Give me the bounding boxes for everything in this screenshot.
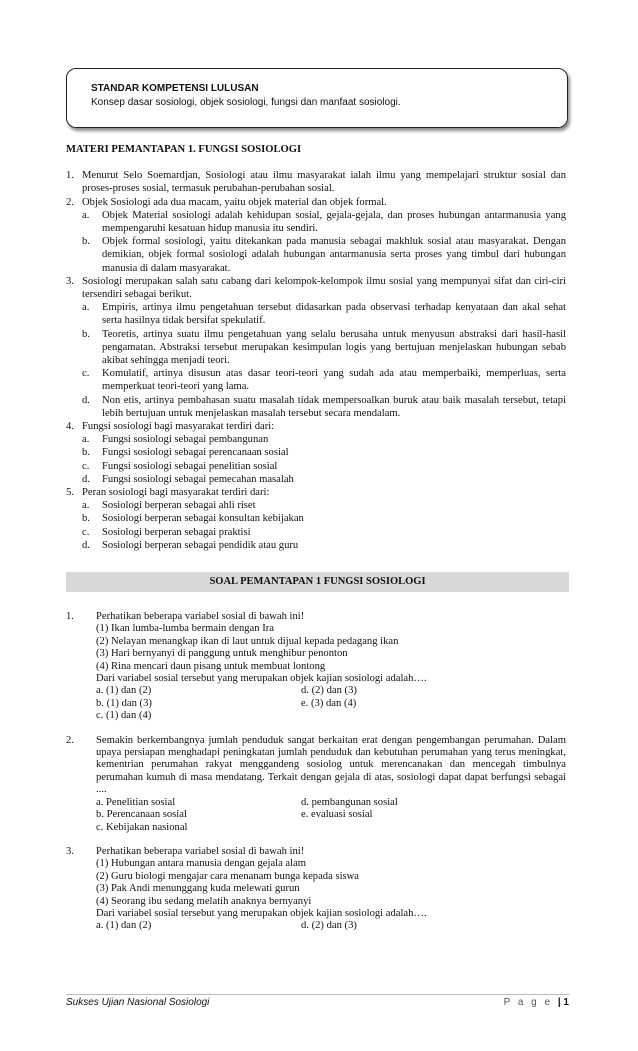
answer-option: c. Kebijakan nasional <box>96 821 188 833</box>
materi-subitem-text: Empiris, artinya ilmu pengetahuan tersebut didasarkan pada observasi terhadap kenyataan dan akal sehat serta hasilnya tidak bersifat spekulatif. <box>102 302 566 327</box>
materi-subitem <box>82 539 566 552</box>
materi-subitem-text: Teoretis, artinya suatu ilmu pengetahuan yang selalu berusaha untuk menyusun abstraksi dari hasil-hasil pengamatan. Abstraksi tersebut merupakan kesimpulan logis yang bertujuan menjelaskan hubungan sebab akibat sehingga menjadi teori. <box>102 328 566 367</box>
materi-subitem <box>82 512 566 525</box>
materi-subitem-letter: c. <box>82 526 90 538</box>
materi-subitem <box>82 446 566 459</box>
question-variable: (1) Hubungan antara manusia dengan gejala alam <box>96 858 307 870</box>
materi-subitem <box>82 526 566 539</box>
materi-subitem <box>82 394 566 420</box>
footer-title: Sukses Ujian Nasional Sosiologi <box>66 997 210 1008</box>
question-number: 3. <box>66 845 74 857</box>
materi-subitem-text: Fungsi sosiologi sebagai perencanaan sosial <box>102 447 289 459</box>
materi-subitem-text: Komulatif, artinya disusun atas dasar teori-teori yang sudah ada atau memperbaiki, memperluas, serta memperkuat teori-teori yang lama. <box>102 368 566 393</box>
question-number: 1. <box>66 611 74 622</box>
materi-subitem <box>82 328 566 368</box>
page-label: P a g e <box>503 997 553 1008</box>
materi-item-number: 1. <box>66 170 74 182</box>
materi-sublist <box>75 499 566 552</box>
question-text: Perhatikan beberapa variabel sosial di bawah ini! <box>96 845 305 857</box>
materi-subitem-letter: a. <box>82 434 90 446</box>
materi-subitem <box>82 473 566 486</box>
answer-options <box>96 797 566 834</box>
materi-item <box>66 275 566 301</box>
question-variable: (3) Pak Andi menunggang kuda melewati gurun <box>96 883 300 895</box>
materi-subitem-letter: d. <box>82 539 90 551</box>
question <box>66 611 566 723</box>
question-text: Semakin berkembangnya jumlah penduduk sangat berkaitan erat dengan pengembangan perumahan. Dalam upaya persiapan menghadapi peningkatan jumlah penduduk dan kebutuhan perumahan yang terus meningkat, kementrian perumahan rakyat menggandeng sosiolog untuk merencanakan dan mencegah timbulnya perumahan kumuh di masa mendatang. Terkait dengan gejala di atas, sosiologi dapat dapat berfungsi sebagai .... <box>96 734 566 796</box>
materi-subitem-letter: d. <box>82 394 90 406</box>
materi-item-text: Sosiologi merupakan salah satu cabang dari kelompok-kelompok ilmu sosial yang mempunyai sifat dan ciri-ciri tersendiri sebagai berikut. <box>82 275 566 301</box>
question-prompt: Dari variabel sosial tersebut yang merupakan objek kajian sosiologi adalah…. <box>96 907 427 919</box>
materi-subitem-text: Sosiologi berperan sebagai konsultan kebijakan <box>102 513 304 525</box>
materi-subitem-letter: c. <box>82 368 90 380</box>
answer-options <box>96 920 566 932</box>
question-variable: (4) Rina mencari daun pisang untuk membuat lontong <box>96 660 326 672</box>
materi-item-number: 2. <box>66 196 74 208</box>
question-variable: (1) Ikan lumba-lumba bermain dengan Ira <box>96 623 274 635</box>
materi-item-number: 5. <box>66 487 74 499</box>
materi-subitem-text: Fungsi sosiologi sebagai penelitian sosial <box>102 460 278 472</box>
materi-item <box>66 169 566 195</box>
page-footer <box>66 994 569 1008</box>
answer-option: b. (1) dan (3) <box>96 697 152 709</box>
materi-subitem-letter: b. <box>82 236 90 248</box>
materi-subitem-letter: d. <box>82 473 90 485</box>
materi-list <box>66 169 566 552</box>
materi-subitem-letter: c. <box>82 460 90 472</box>
answer-option: c. (1) dan (4) <box>96 710 152 722</box>
answer-option: d. (2) dan (3) <box>301 685 357 697</box>
answer-options <box>96 685 566 722</box>
question-body <box>96 846 566 933</box>
materi-subitem-letter: a. <box>82 302 90 314</box>
soal-list <box>66 611 566 945</box>
question-body <box>96 735 566 834</box>
answer-option: d. pembangunan sosial <box>301 796 398 808</box>
materi-subitem-text: Objek Material sosiologi adalah kehidupan sosial, gejala-gejala, dan proses hubungan antarmanusia yang mempengaruhi kesatuan hidup manusia itu sendiri. <box>102 209 566 235</box>
materi-subitem <box>82 433 566 446</box>
answer-option: d. (2) dan (3) <box>301 920 357 932</box>
competency-box <box>66 68 568 128</box>
materi-subitem <box>82 209 566 235</box>
materi-subitem-letter: b. <box>82 513 90 525</box>
materi-subitem <box>82 235 566 275</box>
question-prompt: Dari variabel sosial tersebut yang merupakan objek kajian sosiologi adalah…. <box>96 673 427 685</box>
materi-item-text: Fungsi sosiologi bagi masyarakat terdiri dari: <box>82 421 275 433</box>
materi-item <box>66 420 566 433</box>
answer-option: e. (3) dan (4) <box>301 697 357 709</box>
answer-option: b. Perencanaan sosial <box>96 809 187 821</box>
materi-item-number: 3. <box>66 275 74 287</box>
question-number: 2. <box>66 734 74 746</box>
question-variable: (2) Guru biologi mengajar cara menanam bunga kepada siswa <box>96 870 359 882</box>
materi-sublist <box>75 301 566 420</box>
answer-option <box>301 710 566 722</box>
materi-subitem <box>82 301 566 327</box>
materi-item <box>66 196 566 209</box>
question <box>66 846 566 933</box>
materi-item-text: Peran sosiologi bagi masyarakat terdiri dari: <box>82 487 270 499</box>
materi-subitem-text: Sosiologi berperan sebagai pendidik atau guru <box>102 539 299 551</box>
answer-option <box>301 822 566 834</box>
materi-subitem-letter: a. <box>82 209 90 221</box>
materi-subitem-letter: b. <box>82 328 90 340</box>
materi-subitem-text: Sosiologi berperan sebagai ahli riset <box>102 500 256 512</box>
materi-item <box>66 486 566 499</box>
question-body <box>96 611 566 723</box>
question-variable: (2) Nelayan menangkap ikan di laut untuk dijual kepada pedagang ikan <box>96 635 399 647</box>
answer-option: a. Penelitian sosial <box>96 796 176 808</box>
page-num: | 1 <box>557 997 569 1008</box>
materi-heading: MATERI PEMANTAPAN 1. FUNGSI SOSIOLOGI <box>66 144 302 155</box>
materi-subitem-text: Fungsi sosiologi sebagai pembangunan <box>102 434 269 446</box>
materi-subitem <box>82 367 566 393</box>
materi-subitem <box>82 499 566 512</box>
question-variable: (3) Hari bernyanyi di panggung untuk menghibur penonton <box>96 648 348 660</box>
materi-subitem-text: Non etis, artinya pembahasan suatu masalah tidak mempersoalkan buruk atau baik masalah tersebut, tetapi lebih bertujuan untuk menjelaskan masalah tersebut secara mendalam. <box>102 394 566 419</box>
competency-text: Konsep dasar sosiologi, objek sosiologi, fungsi dan manfaat sosiologi. <box>91 97 401 108</box>
materi-subitem <box>82 460 566 473</box>
materi-item-text: Menurut Selo Soemardjan, Sosiologi atau ilmu masyarakat ialah ilmu yang mempelajari struktur sosial dan proses-proses sosial, termasuk perubahan-perubahan sosial. <box>82 170 566 195</box>
question-variable: (4) Seorang ibu sedang melatih anaknya bernyanyi <box>96 895 312 907</box>
materi-subitem-text: Sosiologi berperan sebagai praktisi <box>102 526 251 538</box>
materi-subitem-text: Fungsi sosiologi sebagai pemecahan masalah <box>102 473 294 485</box>
materi-subitem-letter: b. <box>82 447 90 459</box>
page-number <box>504 997 569 1008</box>
materi-subitem-text: Objek formal sosiologi, yaitu ditekankan pada manusia sebagai makhluk sosial atau masyarakat. Dengan demikian, objek formal sosiologi adalah hubungan antarmanusia serta proses yang timbul dari hubungan manusia di dalam masyarakat. <box>102 236 566 274</box>
answer-option: a. (1) dan (2) <box>96 920 152 932</box>
materi-section <box>66 143 566 552</box>
materi-item-number: 4. <box>66 421 74 433</box>
materi-subitem-letter: a. <box>82 500 90 512</box>
question-text: Perhatikan beberapa variabel sosial di bawah ini! <box>96 611 305 622</box>
materi-sublist <box>75 433 566 486</box>
answer-option: a. (1) dan (2) <box>96 685 152 697</box>
question <box>66 735 566 834</box>
competency-title: STANDAR KOMPETENSI LULUSAN <box>91 83 259 94</box>
materi-sublist <box>75 209 566 275</box>
materi-item-text: Objek Sosiologi ada dua macam, yaitu objek material dan objek formal. <box>82 196 387 208</box>
soal-heading: SOAL PEMANTAPAN 1 FUNGSI SOSIOLOGI <box>66 572 569 592</box>
answer-option: e. evaluasi sosial <box>301 809 373 821</box>
